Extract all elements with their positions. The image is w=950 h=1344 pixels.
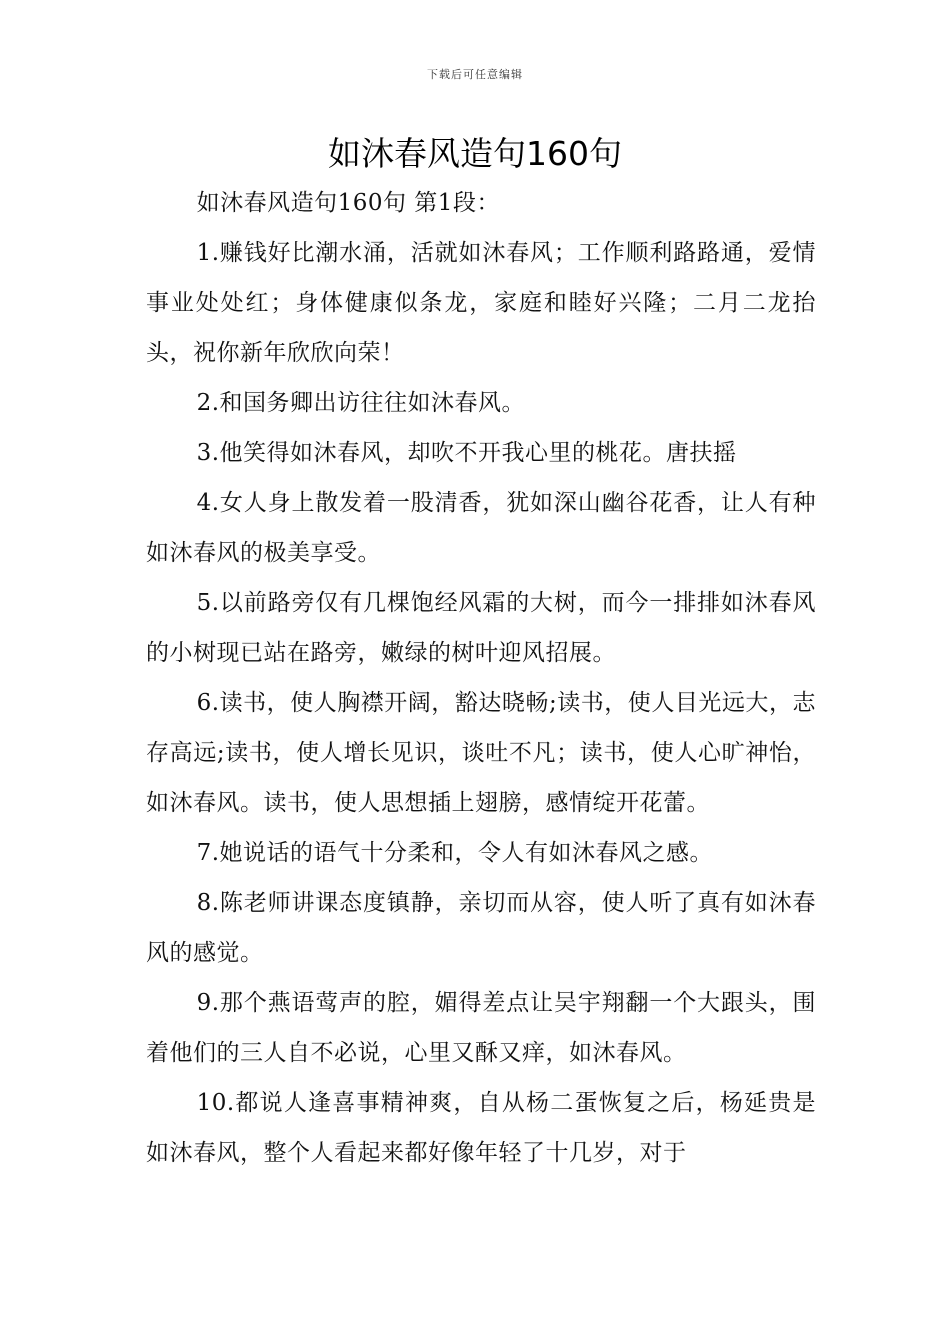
sentence-item: 7.她说话的语气十分柔和，令人有如沐春风之感。 [196,840,714,866]
document-title: 如沐春风造句160句 [328,134,622,173]
sentence-item: 4.女人身上散发着一股清香，犹如深山幽谷花香，让人有种如沐春风的极美享受。 [146,490,816,566]
sentence-item: 2.和国务卿出访往往如沐春风。 [196,390,526,416]
sentence-item: 5.以前路旁仅有几棵饱经风霜的大树，而今一排排如沐春风的小树现已站在路旁，嫩绿的树叶迎风招展。 [146,590,816,666]
sentence-item: 10.都说人逢喜事精神爽，自从杨二蛋恢复之后，杨延贵是如沐春风，整个人看起来都好像年轻了十几岁，对于 [146,1090,816,1166]
sentence-item: 8.陈老师讲课态度镇静，亲切而从容，使人听了真有如沐春风的感觉。 [146,890,816,966]
header-note: 下载后可任意编辑 [427,68,523,81]
sentence-item: 1.赚钱好比潮水涌，活就如沐春风；工作顺利路路通，爱情事业处处红；身体健康似条龙，家庭和睦好兴隆；二月二龙抬头，祝你新年欣欣向荣！ [146,240,816,366]
document-body [146,178,816,1178]
sentence-item: 9.那个燕语莺声的腔，媚得差点让吴宇翔翻一个大跟头，围着他们的三人自不必说，心里又酥又痒，如沐春风。 [146,990,816,1066]
sentence-item: 3.他笑得如沐春风，却吹不开我心里的桃花。唐扶摇 [196,440,737,466]
section-heading: 如沐春风造句160句 第1段： [196,190,500,216]
sentence-item: 6.读书，使人胸襟开阔，豁达晓畅;读书，使人目光远大，志存高远;读书，使人增长见识，谈吐不凡；读书，使人心旷神怡，如沐春风。读书，使人思想插上翅膀，感情绽开花蕾。 [146,690,816,816]
